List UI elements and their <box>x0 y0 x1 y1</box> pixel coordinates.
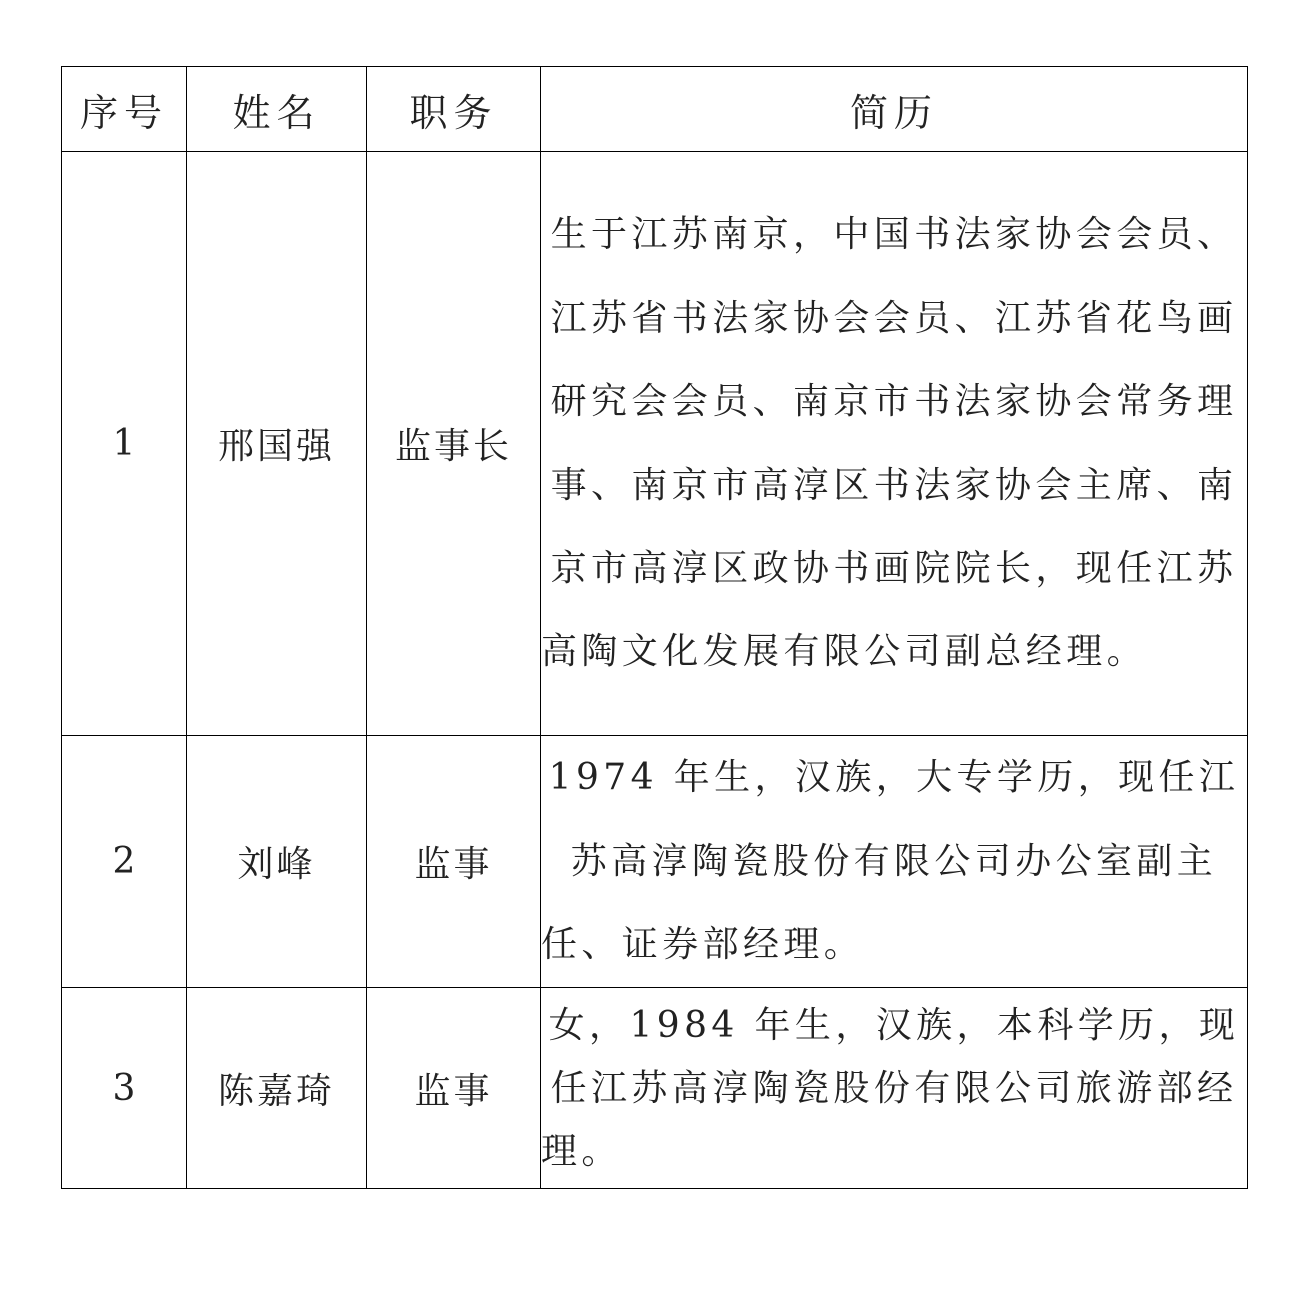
table-header-row <box>62 67 1248 152</box>
header-name: 姓名 <box>187 67 367 152</box>
table-row <box>62 152 1248 736</box>
table-row <box>62 736 1248 988</box>
row-position: 监事 <box>367 988 541 1189</box>
header-biography: 简历 <box>541 67 1248 152</box>
row-biography: 女，1984 年生，汉族，本科学历，现任江苏高淳陶瓷股份有限公司旅游部经理。 <box>541 988 1248 1189</box>
row-name: 陈嘉琦 <box>187 988 367 1189</box>
row-index: 2 <box>62 736 187 988</box>
row-position: 监事长 <box>367 152 541 736</box>
supervisor-table <box>61 66 1248 1189</box>
table-row <box>62 988 1248 1189</box>
row-biography: 1974 年生，汉族，大专学历，现任江苏高淳陶瓷股份有限公司办公室副主任、证券部经理。 <box>541 736 1248 988</box>
row-index: 1 <box>62 152 187 736</box>
row-biography: 生于江苏南京，中国书法家协会会员、江苏省书法家协会会员、江苏省花鸟画研究会会员、南京市书法家协会常务理事、南京市高淳区书法家协会主席、南京市高淳区政协书画院院长，现任江苏高陶文化发展有限公司副总经理。 <box>541 152 1248 736</box>
header-position: 职务 <box>367 67 541 152</box>
row-index: 3 <box>62 988 187 1189</box>
row-position: 监事 <box>367 736 541 988</box>
row-name: 邢国强 <box>187 152 367 736</box>
row-name: 刘峰 <box>187 736 367 988</box>
header-index: 序号 <box>62 67 187 152</box>
